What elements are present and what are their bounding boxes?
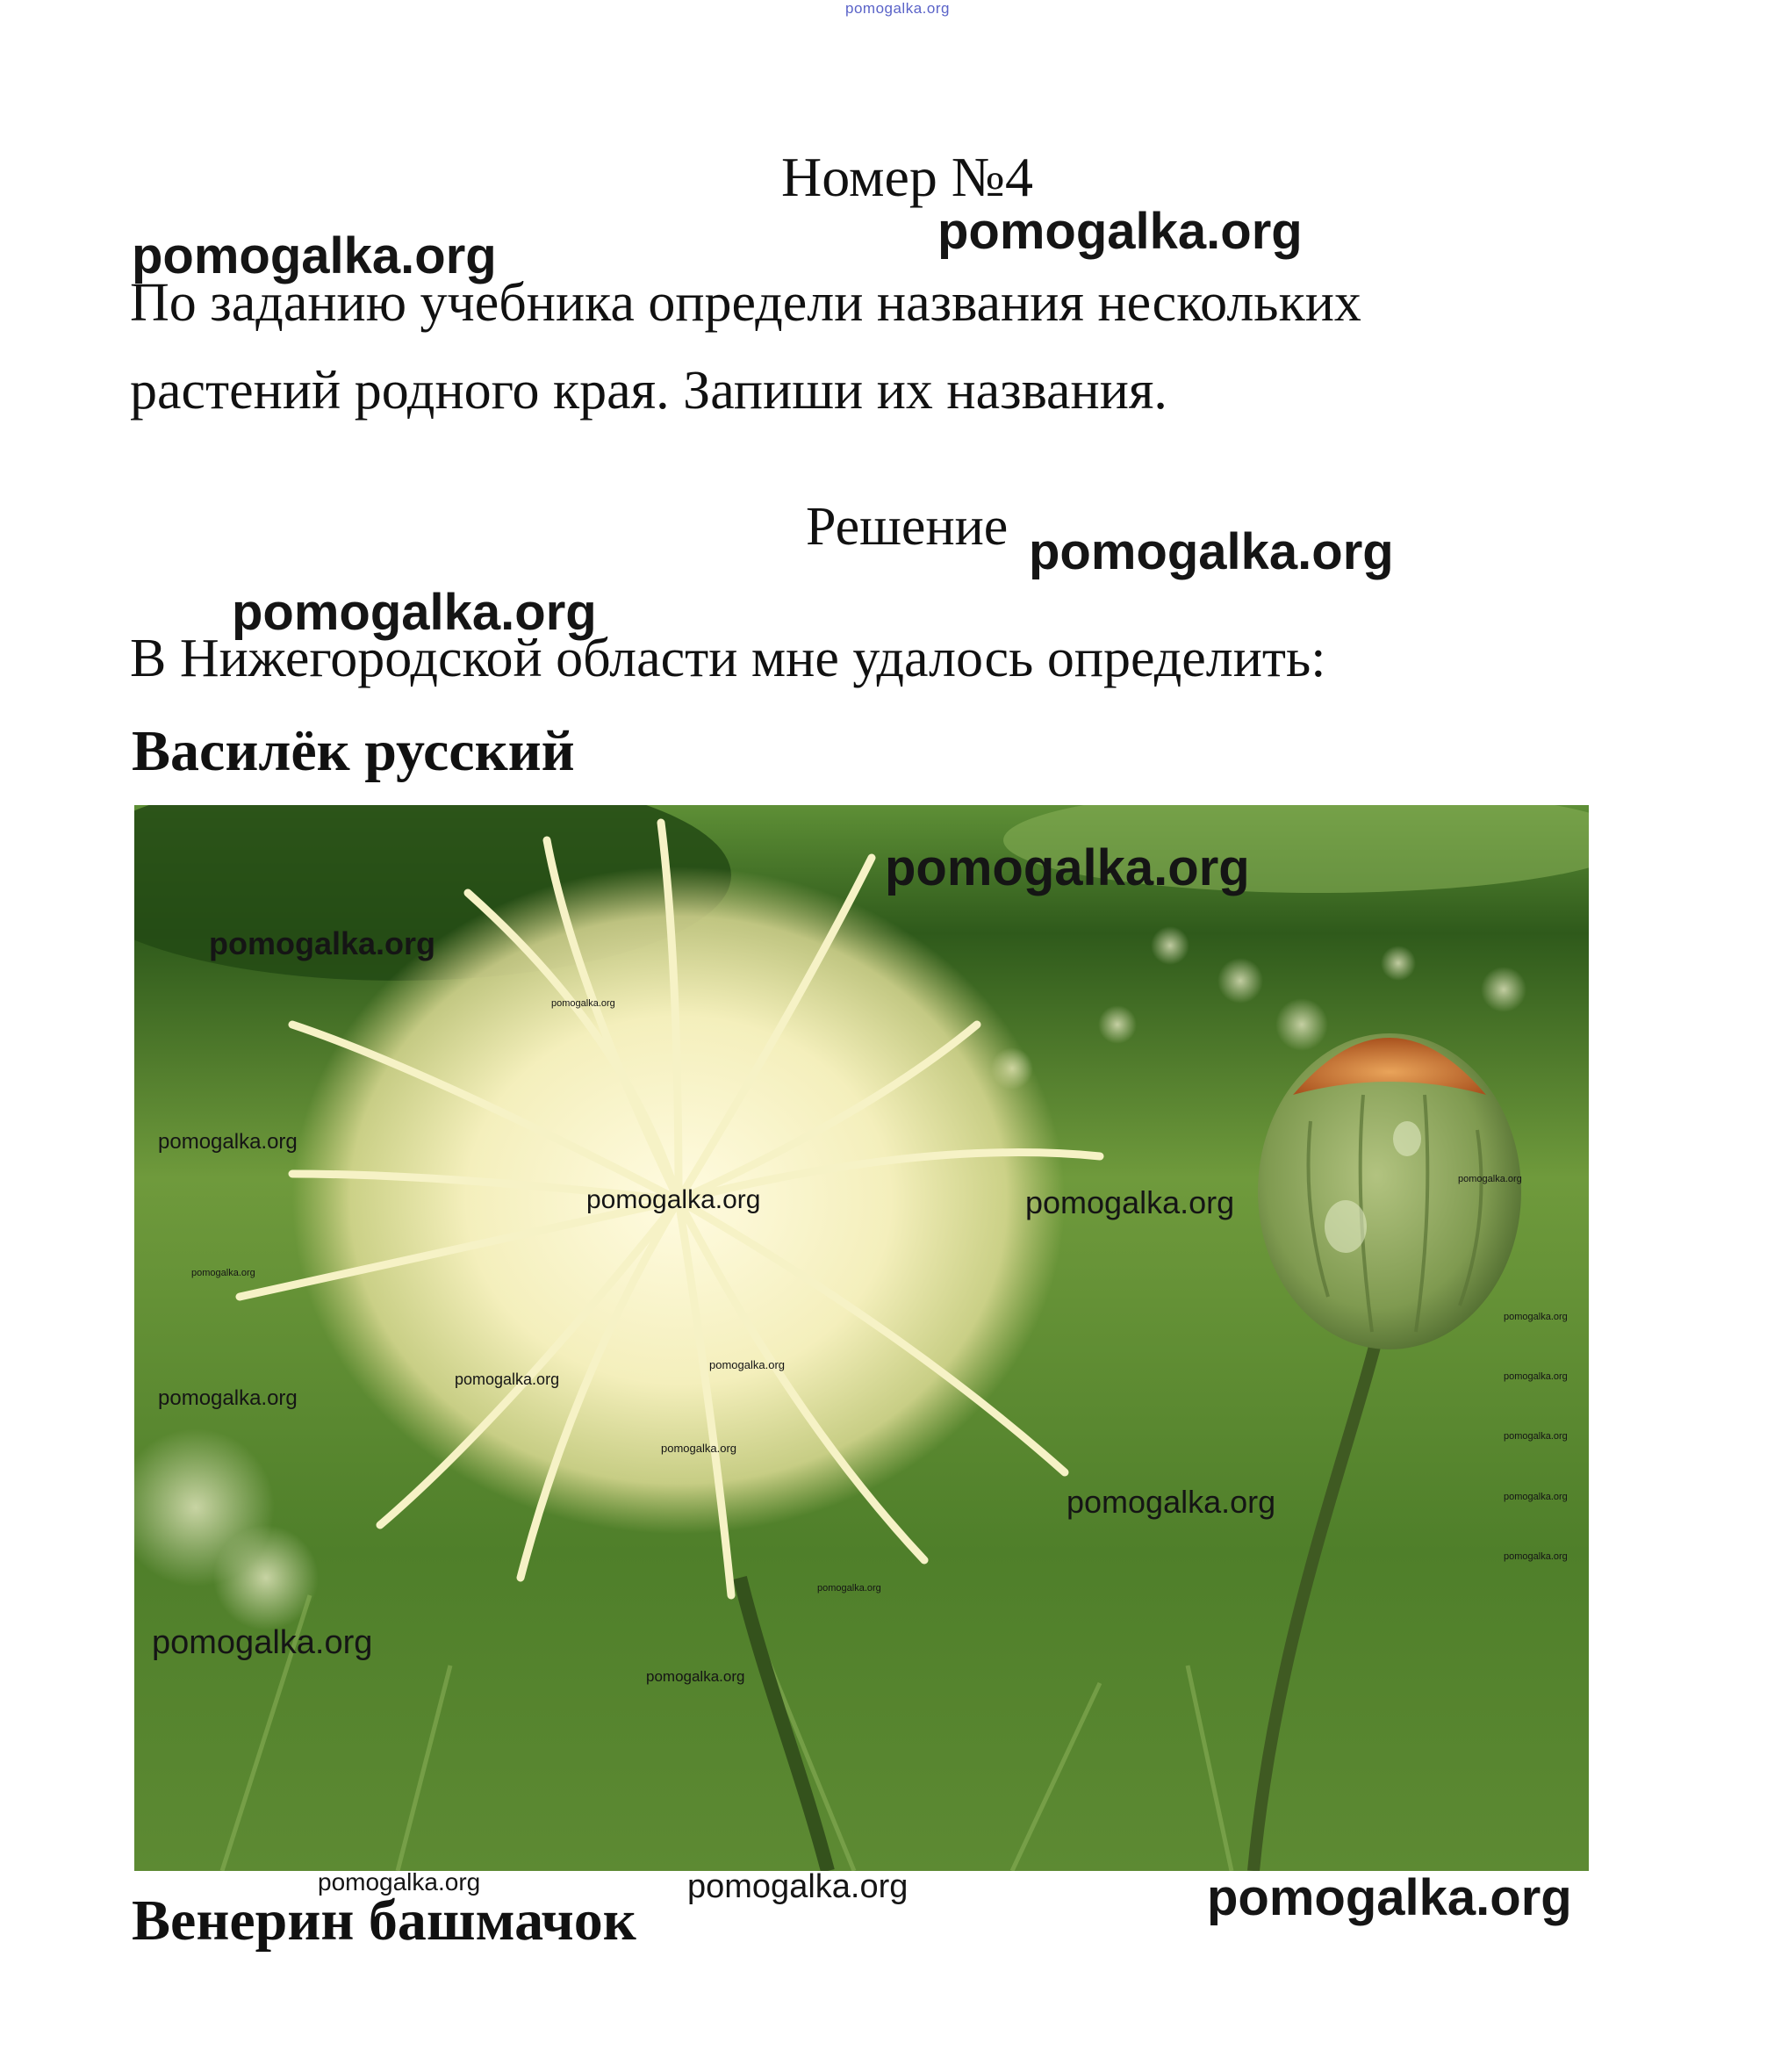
watermark: pomogalka.org [1458,1174,1522,1184]
watermark: pomogalka.org [586,1185,761,1214]
plant-name-2: Венерин башмачок [132,1889,636,1953]
watermark: pomogalka.org [1025,1184,1235,1220]
watermark: pomogalka.org [1067,1484,1276,1520]
watermark: pomogalka.org [1504,1371,1568,1382]
watermark: pomogalka.org [646,1668,745,1685]
watermark: pomogalka.org [1504,1312,1568,1322]
task-text-line-2: растений родного края. Запиши их названия. [130,361,1167,421]
watermark: pomogalka.org [158,1386,298,1410]
watermark: pomogalka.org [318,1868,481,1896]
watermark: pomogalka.org [132,227,497,284]
watermark: pomogalka.org [1029,523,1394,580]
watermark: pomogalka.org [937,203,1303,260]
watermark: pomogalka.org [152,1624,373,1661]
watermark: pomogalka.org [709,1358,785,1371]
watermark: pomogalka.org [1504,1431,1568,1442]
watermark: pomogalka.org [687,1868,909,1905]
top-watermark: pomogalka.org [845,0,950,17]
task-text-line-1: По заданию учебника определи названия нескольких [130,273,1361,333]
watermark: pomogalka.org [1504,1551,1568,1562]
page-title: Номер №4 [781,146,1033,208]
intro-text: В Нижегородской области мне удалось определить: [130,629,1326,688]
watermark: pomogalka.org [232,584,597,641]
watermark: pomogalka.org [455,1371,560,1388]
watermark: pomogalka.org [158,1130,298,1154]
solution-heading: Решение [806,497,1009,557]
plant-name-1: Василёк русский [132,719,575,783]
green-bud [1258,1033,1521,1349]
watermark: pomogalka.org [1504,1492,1568,1502]
watermark: pomogalka.org [209,925,436,961]
watermark: pomogalka.org [191,1268,255,1278]
cornflower-image [134,805,1589,1871]
watermark: pomogalka.org [551,998,615,1009]
cornflower-photo [134,805,1589,1871]
watermark: pomogalka.org [817,1583,881,1594]
watermark: pomogalka.org [1207,1869,1572,1926]
watermark: pomogalka.org [885,839,1250,896]
watermark: pomogalka.org [661,1442,736,1455]
